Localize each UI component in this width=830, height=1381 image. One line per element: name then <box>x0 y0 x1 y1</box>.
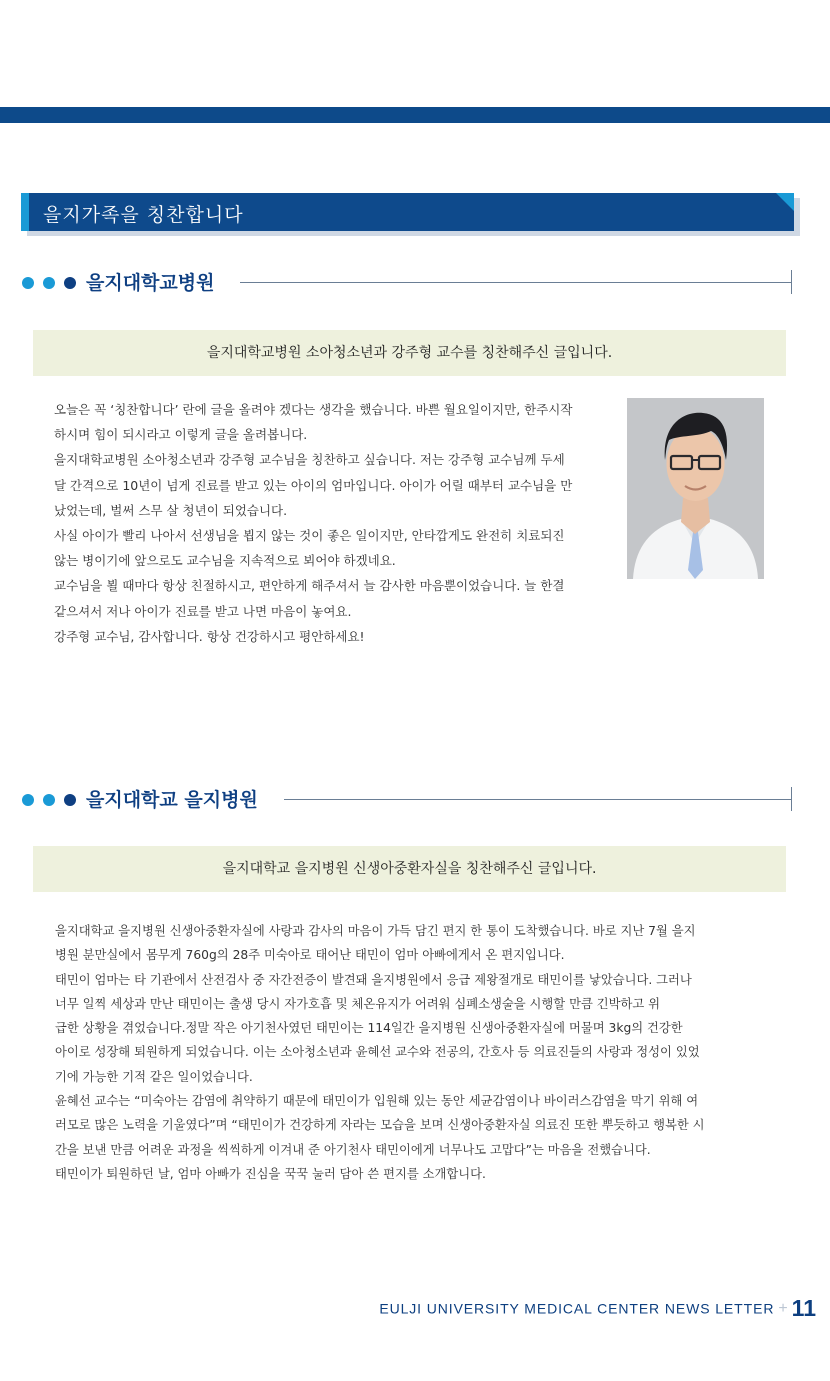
letter-line: 사실 아이가 빨리 나아서 선생님을 뵙지 않는 것이 좋은 일이지만, 안타깝게도 완전히 치료되진 <box>54 528 565 544</box>
letter-line: 을지대학교병원 소아청소년과 강주형 교수님을 칭찬하고 싶습니다. 저는 강주형 교수님께 두세 <box>54 452 565 468</box>
article-line: 아이로 성장해 퇴원하게 되었습니다. 이는 소아청소년과 윤혜선 교수와 전공의, 간호사 등 의료진들의 사랑과 정성이 있었 <box>55 1045 700 1060</box>
section-divider-line <box>240 282 792 283</box>
column-title-banner <box>21 193 794 231</box>
section-heading-eulji-hospital <box>22 785 792 815</box>
plus-icon: + <box>778 1299 788 1317</box>
letter-line: 하시며 힘이 되시라고 이렇게 글을 올려봅니다. <box>54 427 308 443</box>
article-body <box>55 919 759 1186</box>
bullet-dot-icon <box>22 277 34 289</box>
section-subtitle-box: 을지대학교병원 소아청소년과 강주형 교수를 칭찬해주신 글입니다. <box>33 330 786 376</box>
newsletter-name: EULJI UNIVERSITY MEDICAL CENTER NEWS LETTER <box>379 1300 775 1317</box>
letter-line: 교수님을 뵐 때마다 항상 친절하시고, 편안하게 해주셔서 늘 감사한 마음뿐이었습니다. 늘 한결 <box>54 578 565 594</box>
article-line: 간을 보낸 만큼 어려운 과정을 씩씩하게 이겨내 준 아기천사 태민이에게 너무나도 고맙다”는 마음을 전했습니다. <box>55 1142 651 1157</box>
bullet-dot-icon <box>64 794 76 806</box>
article-line: 태민이가 퇴원하던 날, 엄마 아빠가 진심을 꾹꾹 눌러 담아 쓴 편지를 소개합니다. <box>55 1166 486 1181</box>
letter-body <box>54 397 604 649</box>
article-line: 을지대학교 을지병원 신생아중환자실에 사랑과 감사의 마음이 가득 담긴 편지 한 통이 도착했습니다. 바로 지난 7월 을지 <box>55 924 696 938</box>
letter-line: 강주형 교수님, 감사합니다. 항상 건강하시고 평안하세요! <box>54 628 365 644</box>
page-number: 11 <box>791 1295 816 1321</box>
portrait-illustration <box>627 398 764 579</box>
letter-line: 같으셔서 저나 아이가 진료를 받고 나면 마음이 놓여요. <box>54 603 352 619</box>
article-line: 급한 상황을 겪었습니다.정말 작은 아기천사였던 태민이는 114일간 을지병원 신생아중환자실에 머물며 3kg의 건강한 <box>55 1021 683 1036</box>
section-title: 을지대학교 을지병원 <box>86 789 258 811</box>
banner-corner-fold <box>776 193 794 211</box>
column-title: 을지가족을 칭찬합니다 <box>43 204 244 226</box>
section-divider-line <box>284 799 792 800</box>
bullet-dot-icon <box>64 277 76 289</box>
professor-portrait-photo <box>627 398 764 579</box>
article-line: 러모로 많은 노력을 기울였다”며 “태민이가 건강하게 자라는 모습을 보며 신생아중환자실 의료진 또한 뿌듯하고 행복한 시 <box>55 1118 705 1133</box>
bullet-dot-icon <box>22 794 34 806</box>
letter-line: 않는 병이기에 앞으로도 교수님을 지속적으로 뵈어야 하겠네요. <box>54 553 396 569</box>
article-line: 윤혜선 교수는 “미숙아는 감염에 취약하기 때문에 태민이가 입원해 있는 동안 세균감염이나 바이러스감염을 막기 위해 여 <box>55 1094 699 1109</box>
letter-line: 달 간격으로 10년이 넘게 진료를 받고 있는 아이의 엄마입니다. 아이가 어릴 때부터 교수님을 만 <box>54 477 573 493</box>
section-heading-eulji-university-hospital <box>22 268 792 298</box>
article-line: 병원 분만실에서 몸무게 760g의 28주 미숙아로 태어난 태민이 엄마 아빠에게서 온 편지입니다. <box>55 948 565 963</box>
section-title: 을지대학교병원 <box>86 272 215 294</box>
article-line: 태민이 엄마는 타 기관에서 산전검사 중 자간전증이 발견돼 을지병원에서 응급 제왕절개로 태민이를 낳았습니다. 그러나 <box>55 972 692 987</box>
banner-accent-stripe <box>21 193 29 231</box>
letter-line: 났었는데, 벌써 스무 살 청년이 되었습니다. <box>54 502 288 518</box>
bullet-dot-icon <box>43 277 55 289</box>
article-line: 너무 일찍 세상과 만난 태민이는 출생 당시 자가호흡 및 체온유지가 어려워 심폐소생술을 시행할 만큼 긴박하고 위 <box>55 996 661 1011</box>
bullet-dot-icon <box>43 794 55 806</box>
letter-line: 오늘은 꼭 ‘칭찬합니다’ 란에 글을 올려야 겠다는 생각을 했습니다. 바쁜 월요일이지만, 한주시작 <box>54 402 573 417</box>
section-divider-end <box>791 270 792 294</box>
section-divider-end <box>791 787 792 811</box>
top-header-bar <box>0 107 830 123</box>
article-line: 기에 가능한 기적 같은 일이었습니다. <box>55 1069 253 1084</box>
page-footer <box>379 1295 816 1322</box>
section-subtitle-box: 을지대학교 을지병원 신생아중환자실을 칭찬해주신 글입니다. <box>33 846 786 892</box>
